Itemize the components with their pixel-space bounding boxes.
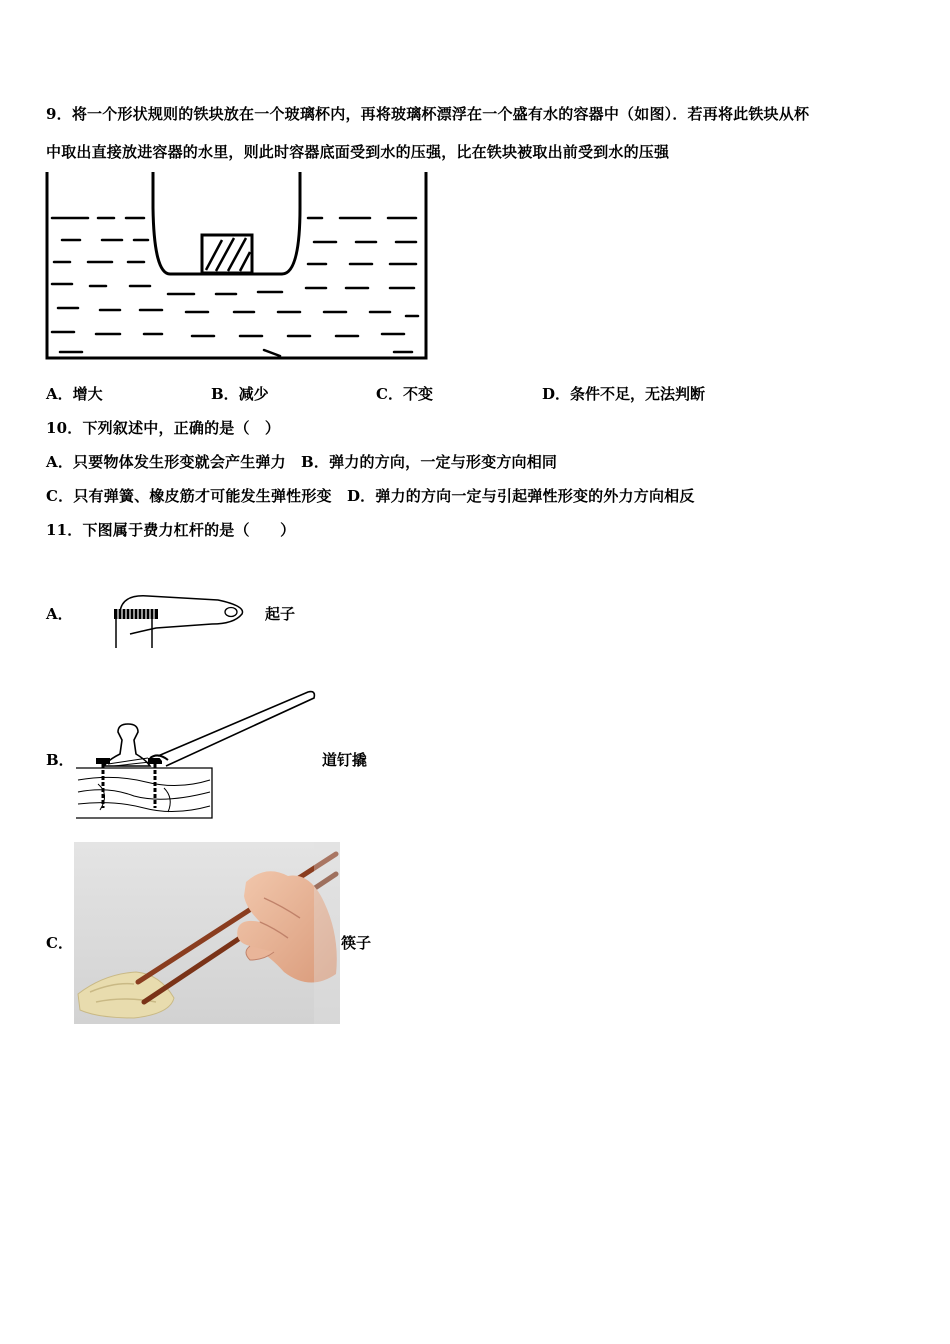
q9-text-line1: 9．将一个形状规则的铁块放在一个玻璃杯内，再将玻璃杯漂浮在一个盛有水的容器中（如图）．若再将此铁块从杯	[46, 105, 810, 123]
q9-text-line2: 中取出直接放进容器的水里，则此时容器底面受到水的压强，比在铁块被取出前受到水的压强	[46, 143, 670, 161]
q9-option-c: C．不变	[376, 385, 433, 403]
q10-options-row1: A．只要物体发生形变就会产生弹力 B．弹力的方向，一定与形变方向相同	[46, 453, 558, 471]
iron-block	[202, 235, 252, 273]
q11-option-c-letter: C．	[46, 934, 73, 952]
q11-option-b-letter: B．	[46, 751, 74, 769]
q10-stem: 10．下列叙述中，正确的是（ ）	[46, 419, 281, 437]
q9-option-b: B．减少	[211, 385, 269, 403]
spike-bar-figure	[74, 688, 318, 822]
q11-option-a-letter: A．	[46, 605, 73, 623]
q10-options-row2: C．只有弹簧、橡皮筋才可能发生弹性形变 D．弹力的方向一定与引起弹性形变的外力方向相反	[46, 487, 695, 505]
bottle-opener-figure	[108, 588, 250, 650]
q11-stem: 11．下图属于费力杠杆的是（ ）	[46, 521, 296, 539]
q9-option-d: D．条件不足，无法判断	[542, 385, 706, 403]
q11-option-b-name: 道钉撬	[322, 751, 368, 769]
container-diagram	[44, 170, 430, 362]
q11-option-c-name: 筷子	[341, 934, 372, 952]
q9-option-a: A．增大	[46, 385, 103, 403]
chopsticks-photo	[74, 842, 340, 1024]
q11-option-a-name: 起子	[265, 605, 296, 623]
